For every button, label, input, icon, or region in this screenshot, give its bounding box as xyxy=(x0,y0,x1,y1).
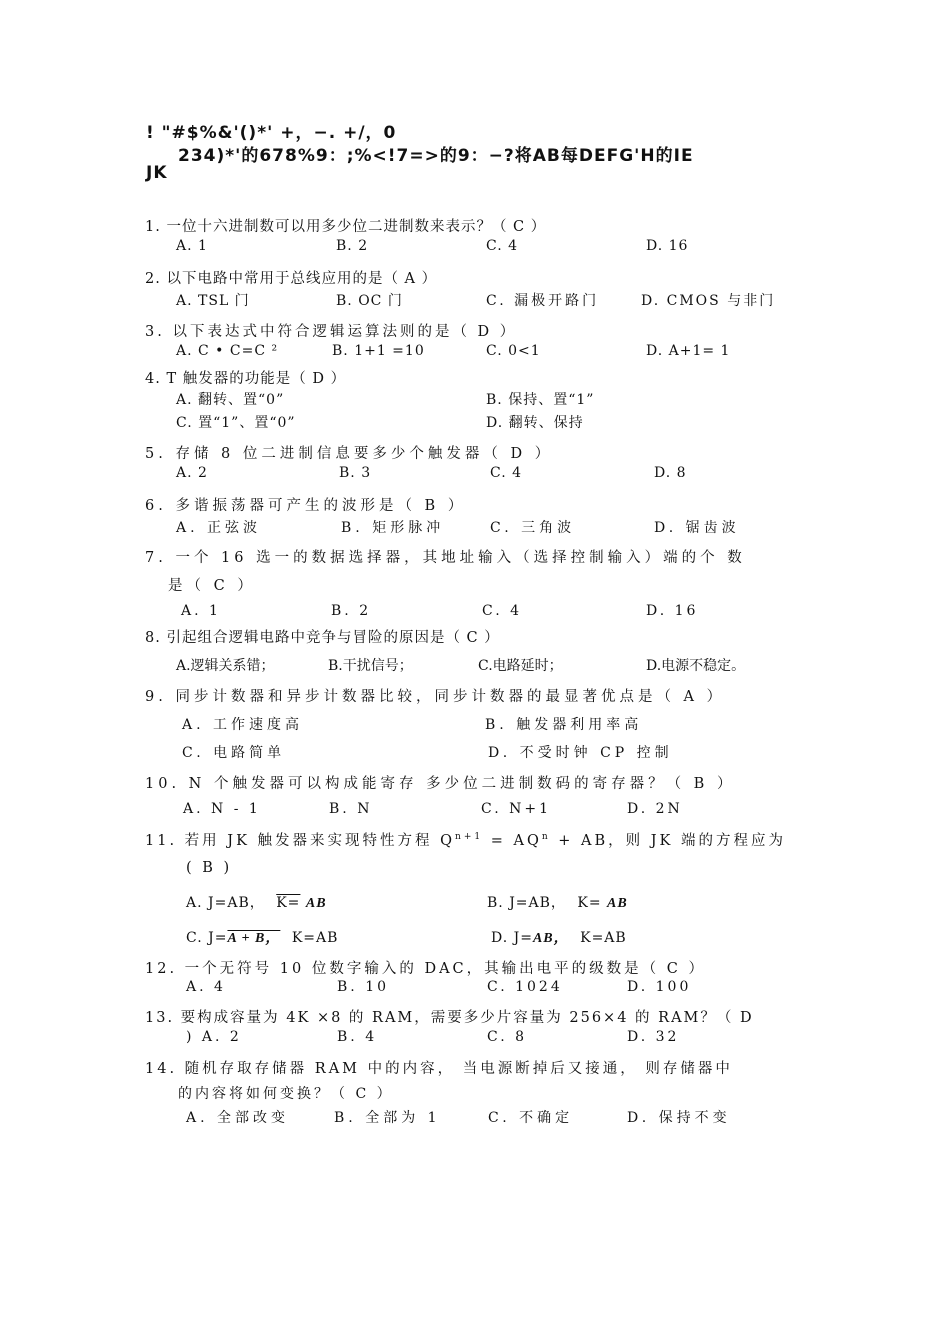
q7-option-b: B. 2 xyxy=(331,603,372,619)
q13-option-d: D. 32 xyxy=(627,1029,680,1045)
question-6: 6. 多谐振荡器可产生的波形是（ B ） xyxy=(145,498,467,514)
q5-option-a: A. 2 xyxy=(176,465,208,481)
q12-option-a: A. 4 xyxy=(186,979,226,995)
q11-a-j: A. J=AB， xyxy=(186,895,265,911)
q13-option-b: B. 4 xyxy=(337,1029,378,1045)
q11-option-a xyxy=(186,892,327,912)
q11-option-c xyxy=(186,927,338,947)
q4-option-c: C. 置“1”、置“0” xyxy=(176,415,296,431)
question-7-cont: 是（ C ） xyxy=(168,578,256,594)
q12-option-b: B. 10 xyxy=(337,979,390,995)
q7-option-c: C. 4 xyxy=(482,603,523,619)
question-1: 1. 一位十六进制数可以用多少位二进制数来表示？（ C ） xyxy=(145,219,547,235)
q11-c-j: C. J= xyxy=(186,930,228,946)
q11-stem-end: + AB，则 JK 端的方程应为 xyxy=(550,833,786,849)
q11-d-k: K=AB xyxy=(580,930,627,946)
q8-option-d: D.电源不稳定。 xyxy=(646,658,746,674)
q14-option-c: C. 不确定 xyxy=(488,1110,574,1126)
q11-a-k: K= xyxy=(276,895,301,911)
question-3: 3. 以下表达式中符合逻辑运算法则的是（ D ） xyxy=(145,324,518,340)
q9-option-d: D. 不受时钟 CP 控制 xyxy=(488,745,673,761)
q9-option-a: A. 工作速度高 xyxy=(182,717,304,733)
q14-option-a: A. 全部改变 xyxy=(186,1110,290,1126)
question-13: 13. 要构成容量为 4K ×8 的 RAM，需要多少片容量为 256×4 的 RAM？（ D xyxy=(145,1010,754,1026)
q11-a-ab: AB xyxy=(305,896,327,911)
q14-option-b: B. 全部为 1 xyxy=(334,1110,441,1126)
q12-option-d: D. 100 xyxy=(627,979,692,995)
q5-option-d: D. 8 xyxy=(654,465,687,481)
q14-option-d: D. 保持不变 xyxy=(627,1110,731,1126)
q1-option-a: A. 1 xyxy=(176,238,208,254)
q2-option-b: B. OC 门 xyxy=(336,293,403,309)
q3-option-a: A. C • C=C ² xyxy=(176,343,279,359)
q5-option-c: C. 4 xyxy=(490,465,523,481)
q11-option-d xyxy=(491,927,627,947)
q2-option-c: C. 漏极开路门 xyxy=(486,293,600,309)
question-9: 9. 同步计数器和异步计数器比较，同步计数器的最显著优点是（ A ） xyxy=(145,689,726,705)
header-line-1: ! "#$%&'()*' +，−. +/，0 xyxy=(146,123,397,143)
question-11 xyxy=(145,829,786,850)
q9-option-c: C. 电路简单 xyxy=(182,745,286,761)
question-8: 8. 引起组合逻辑电路中竞争与冒险的原因是（ C ） xyxy=(145,630,500,646)
q8-option-c: C.电路延时； xyxy=(478,658,563,674)
q11-c-aplusb: A + B， xyxy=(227,931,281,946)
q7-option-d: D. 16 xyxy=(646,603,699,619)
q11-sup: n+1 xyxy=(455,832,484,843)
q9-option-b: B. 触发器利用率高 xyxy=(485,717,643,733)
header-line-3: JK xyxy=(146,163,168,183)
q6-option-c: C. 三角波 xyxy=(490,520,576,536)
q11-c-k: K=AB xyxy=(291,930,339,946)
q6-option-a: A. 正弦波 xyxy=(176,520,262,536)
question-2: 2. 以下电路中常用于总线应用的是（ A ） xyxy=(145,271,438,287)
question-5: 5. 存储 8 位二进制信息要多少个触发器（ D ） xyxy=(145,446,554,462)
question-11-cont: ( B ) xyxy=(186,860,233,876)
q11-b-k: K= xyxy=(577,895,602,911)
q11-b-ab: AB xyxy=(607,896,628,911)
question-7: 7. 一个 16 选一的数据选择器，其地址输入（选择控制输入）端的个 数 xyxy=(145,550,746,566)
q6-option-b: B. 矩形脉冲 xyxy=(341,520,445,536)
question-14-cont: 的内容将如何变换？（ C ） xyxy=(178,1086,394,1102)
q1-option-b: B. 2 xyxy=(336,238,369,254)
header-line-2: 234)*'的678%9：;%<!7=>的9：−?将AB每DEFG'H的IE xyxy=(178,146,694,166)
q11-d-ab: AB， xyxy=(532,931,569,946)
q2-option-d: D. CMOS 与非门 xyxy=(641,293,776,309)
question-13-cont: ) A. 2 xyxy=(186,1029,242,1045)
q10-option-c: C. N+1 xyxy=(481,801,552,817)
q11-b-j: B. J=AB， xyxy=(487,895,566,911)
q1-option-d: D. 16 xyxy=(646,238,689,254)
q11-stem: 11. 若用 JK 触发器来实现特性方程 Q xyxy=(145,833,456,849)
q8-option-a: A.逻辑关系错； xyxy=(176,658,275,674)
q4-option-b: B. 保持、置“1” xyxy=(486,392,595,408)
q11-sup2: n xyxy=(541,832,551,843)
q5-option-b: B. 3 xyxy=(339,465,372,481)
q8-option-b: B.干扰信号； xyxy=(328,658,413,674)
q3-option-c: C. 0<1 xyxy=(486,343,541,359)
q10-option-b: B. N xyxy=(329,801,373,817)
q1-option-c: C. 4 xyxy=(486,238,519,254)
q13-option-c: C. 8 xyxy=(487,1029,528,1045)
question-4: 4. T 触发器的功能是（ D ） xyxy=(145,371,347,387)
q10-option-d: D. 2N xyxy=(627,801,683,817)
question-12: 12. 一个无符号 10 位数字输入的 DAC，其输出电平的级数是（ C ） xyxy=(145,961,706,977)
q4-option-a: A. 翻转、置“0” xyxy=(176,392,285,408)
q3-option-b: B. 1+1 =10 xyxy=(332,343,425,359)
q12-option-c: C. 1024 xyxy=(487,979,563,995)
q10-option-a: A. N - 1 xyxy=(183,801,261,817)
q7-option-a: A. 1 xyxy=(181,603,221,619)
q11-stem-tail: = AQ xyxy=(483,833,542,849)
q3-option-d: D. A+1= 1 xyxy=(646,343,731,359)
q4-option-d: D. 翻转、保持 xyxy=(486,415,584,431)
q6-option-d: D. 锯齿波 xyxy=(654,520,740,536)
q11-option-b xyxy=(487,892,628,912)
q2-option-a: A. TSL 门 xyxy=(176,293,250,309)
q11-d-j: D. J= xyxy=(491,930,533,946)
question-14: 14. 随机存取存储器 RAM 中的内容， 当电源断掉后又接通， 则存储器中 xyxy=(145,1061,733,1077)
question-10: 10. N 个触发器可以构成能寄存 多少位二进制数码的寄存器？（ B ） xyxy=(145,776,736,792)
